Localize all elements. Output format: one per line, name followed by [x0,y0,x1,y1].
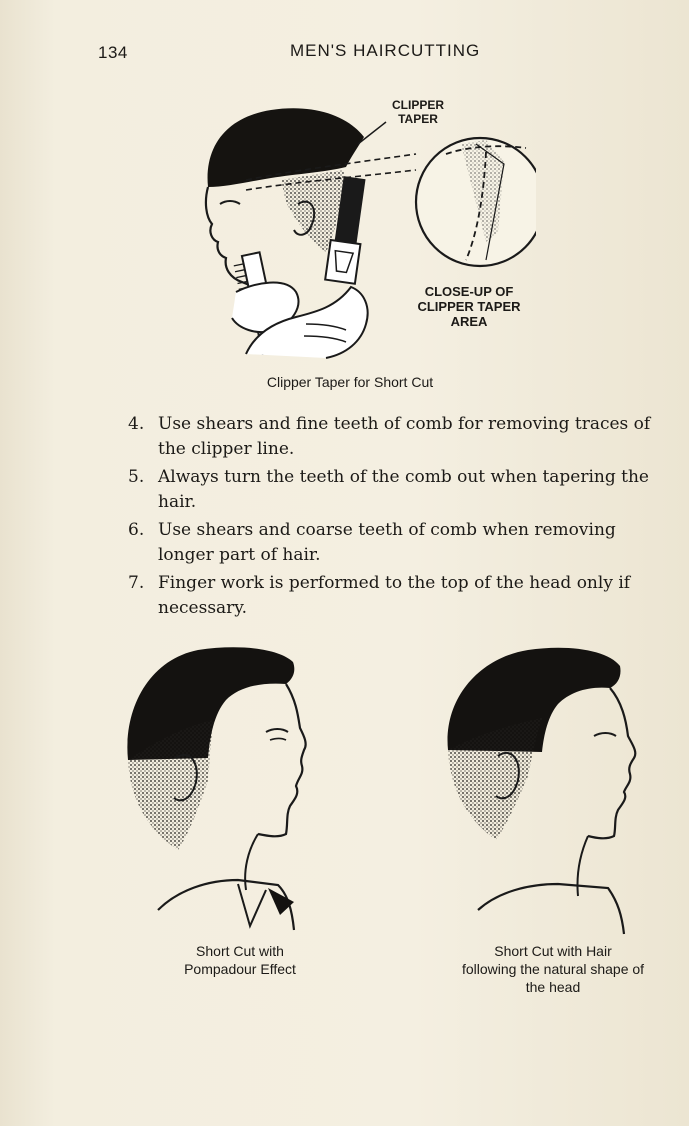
page-number: 134 [98,43,128,62]
step-text: Use shears and fine teeth of comb for removing traces of the clipper line. [158,414,651,459]
step-number: 5. [128,467,145,487]
short-cut-illustrations [118,640,658,940]
caption-line: Short Cut with Hair [494,943,612,959]
caption-natural-shape [438,942,668,996]
closeup-label [414,284,524,329]
running-head: MEN'S HAIRCUTTING [290,41,481,60]
natural-shape-head-figure [448,648,636,934]
closeup-label-line: AREA [450,314,488,329]
figure-caption-top: Clipper Taper for Short Cut [266,374,434,390]
step-text: Finger work is performed to the top of the head only if necessary. [158,573,631,618]
step-number: 7. [128,573,145,593]
caption-line: following the natural shape of [461,961,645,977]
caption-line: Pompadour Effect [184,961,296,977]
step-text: Use shears and coarse teeth of comb when removing longer part of hair. [158,520,616,565]
pompadour-head-figure [127,647,305,930]
taper-label-line: CLIPPER [391,98,444,112]
step-item [128,412,676,462]
steps-list [128,412,676,624]
clipper-taper-label [382,98,454,126]
step-number: 6. [128,520,145,540]
taper-label-line: TAPER [398,112,438,126]
step-item [128,518,676,568]
step-item [128,571,676,621]
closeup-label-line: CLIPPER TAPER [417,299,521,314]
caption-line: the head [525,979,581,995]
closeup-label-line: CLOSE-UP OF [424,284,514,299]
step-number: 4. [128,414,145,434]
caption-line: Short Cut with [196,943,284,959]
caption-pompadour [160,942,320,978]
step-text: Always turn the teeth of the comb out when tapering the hair. [158,467,649,512]
step-item [128,465,676,515]
